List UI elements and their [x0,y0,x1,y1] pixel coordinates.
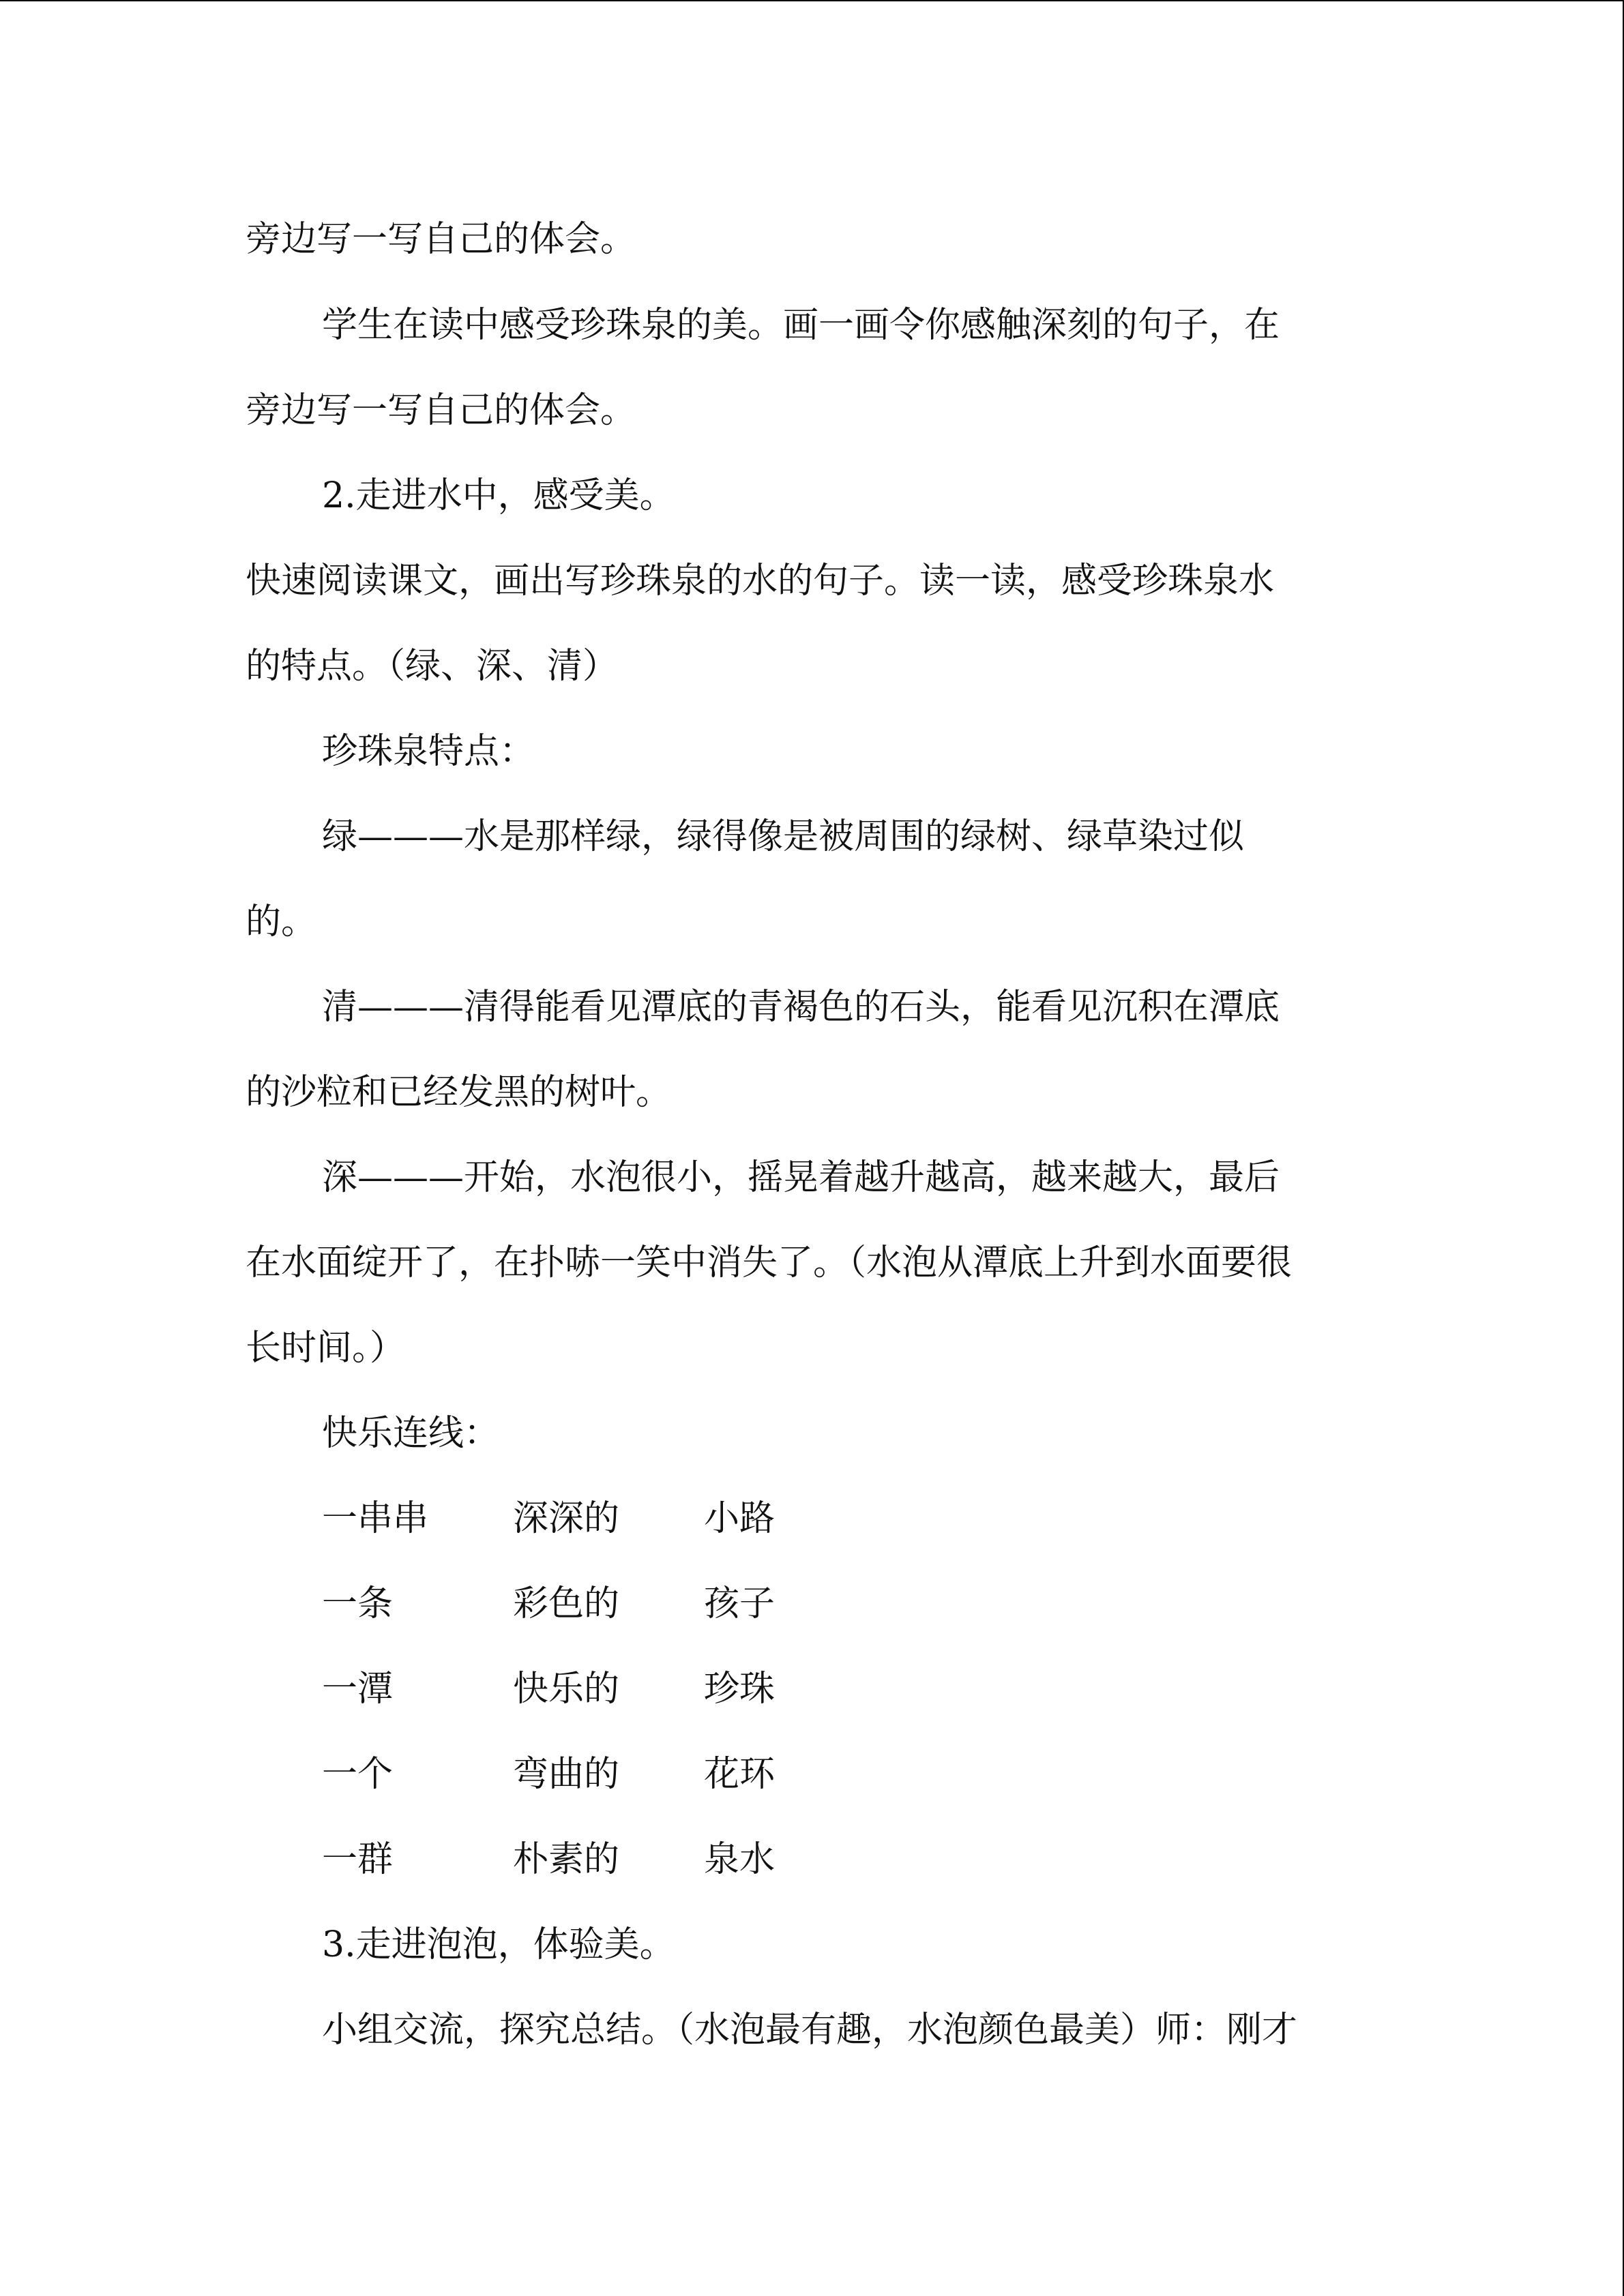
section-heading: 3.走进泡泡，体验美。 [322,1924,675,1965]
paragraph-line: 珍珠泉特点： [322,731,535,772]
paragraph-line: 学生在读中感受珍珠泉的美。画一画令你感触深刻的句子，在 [322,305,1280,346]
paragraph-line: 在水面绽开了，在扑哧一笑中消失了。（水泡从潭底上升到水面要很 [246,1242,1293,1283]
paragraph-line: 的特点。（绿、深、清） [246,646,619,687]
matching-quantifier: 一条 [322,1583,394,1624]
matching-quantifier: 一群 [322,1839,394,1880]
matching-quantifier: 一潭 [322,1669,394,1710]
matching-noun: 小路 [704,1498,776,1539]
paragraph-line: 长时间。） [246,1328,406,1369]
matching-adjective: 深深的 [513,1498,620,1539]
paragraph-line: 旁边写一写自己的体会。 [246,219,636,260]
paragraph-line: 绿———水是那样绿，绿得像是被周围的绿树、绿草染过似 [322,816,1245,857]
paragraph-line: 的。 [246,901,317,942]
matching-noun: 花环 [704,1754,776,1795]
paragraph-line: 深———开始，水泡很小，摇晃着越升越高，越来越大，最后 [322,1157,1280,1198]
paragraph-line: 的沙粒和已经发黑的树叶。 [246,1072,672,1113]
paragraph-line: 清———清得能看见潭底的青褐色的石头，能看见沉积在潭底 [322,987,1280,1028]
matching-noun: 孩子 [704,1583,776,1624]
paragraph-line: 旁边写一写自己的体会。 [246,390,636,431]
matching-adjective: 弯曲的 [513,1754,620,1795]
matching-adjective: 快乐的 [513,1669,620,1710]
matching-noun: 珍珠 [704,1669,776,1710]
paragraph-line: 小组交流，探究总结。（水泡最有趣，水泡颜色最美）师：刚才 [322,2010,1298,2051]
section-heading: 2.走进水中，感受美。 [322,475,675,516]
matching-quantifier: 一个 [322,1754,394,1795]
matching-quantifier: 一串串 [322,1498,429,1539]
paragraph-line: 快乐连线： [322,1413,500,1454]
paragraph-line: 快速阅读课文，画出写珍珠泉的水的句子。读一读，感受珍珠泉水 [246,561,1275,601]
matching-adjective: 彩色的 [513,1583,620,1624]
matching-adjective: 朴素的 [513,1839,620,1880]
matching-noun: 泉水 [704,1839,776,1880]
